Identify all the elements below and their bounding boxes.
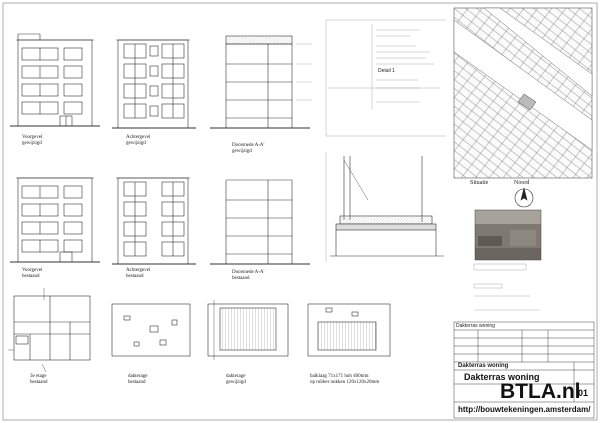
caption-line: Achtergevel xyxy=(126,135,151,140)
caption-rear-facade-new xyxy=(126,135,150,147)
rear-facade-existing-drawing xyxy=(112,178,196,264)
caption-roof-build xyxy=(310,374,379,386)
section-new-drawing xyxy=(210,36,312,128)
caption-line: bestaand xyxy=(22,274,40,279)
section-existing-drawing xyxy=(210,180,310,264)
title-block-project-large: Dakterras woning xyxy=(464,372,540,382)
caption-front-facade-existing xyxy=(22,268,42,280)
caption-section-existing xyxy=(232,270,264,282)
roof-new-plan-drawing xyxy=(208,300,288,360)
detail-section-drawing xyxy=(326,152,444,262)
sheet-number: 01 xyxy=(578,388,589,398)
caption-line: balklaag 71x171 hoh 400mm xyxy=(310,374,369,379)
title-block-address: Dakterras woning xyxy=(456,323,495,329)
caption-line: Voorgevel xyxy=(22,135,43,140)
caption-roof-new xyxy=(226,374,246,386)
caption-line: dakterage xyxy=(128,374,148,379)
caption-line: bestaand xyxy=(232,276,250,281)
north-arrow-icon xyxy=(515,188,533,207)
caption-line: Voorgevel xyxy=(22,268,43,273)
site-photo xyxy=(475,210,541,260)
floor3-plan-drawing xyxy=(8,288,90,372)
caption-line: gewijzigd xyxy=(232,149,252,154)
caption-floor3-existing xyxy=(30,374,48,386)
caption-line: gewijzigd xyxy=(22,141,42,146)
situation-notes xyxy=(474,264,540,310)
front-facade-new-drawing xyxy=(10,34,100,126)
caption-line: op rubber nokken 120x120x20mm xyxy=(310,380,380,385)
caption-line: Doorsnede A-A' xyxy=(232,270,265,275)
caption-line: dakterage xyxy=(226,374,246,379)
caption-section-new xyxy=(232,143,264,155)
caption-line: Doorsnede A-A' xyxy=(232,143,265,148)
rear-facade-new-drawing xyxy=(112,40,196,128)
caption-line: gewijzigd xyxy=(126,141,146,146)
caption-line: 3e etage xyxy=(30,374,47,379)
detail-label: Detail 1 xyxy=(378,68,395,74)
caption-front-facade-new xyxy=(22,135,42,147)
caption-rear-facade-existing xyxy=(126,268,150,280)
situation-label: Situatie xyxy=(470,180,489,186)
north-label: Noord xyxy=(514,180,530,186)
caption-line: bestaand xyxy=(126,274,144,279)
website-link[interactable]: http://bouwtekeningen.amsterdam/ xyxy=(458,405,591,414)
roof-existing-plan-drawing xyxy=(112,304,190,356)
situation-map xyxy=(454,8,592,178)
front-facade-existing-drawing xyxy=(10,178,100,262)
caption-line: bestaand xyxy=(30,380,48,385)
brand-logo: BTLA.nl xyxy=(500,380,581,403)
detail-notes xyxy=(326,20,446,136)
roof-build-plan-drawing xyxy=(308,304,390,356)
caption-roof-existing xyxy=(128,374,147,386)
title-block-project: Dakterras woning xyxy=(458,363,509,369)
caption-line: gewijzigd xyxy=(226,380,246,385)
caption-line: bestaand xyxy=(128,380,146,385)
caption-line: Achtergevel xyxy=(126,268,151,273)
